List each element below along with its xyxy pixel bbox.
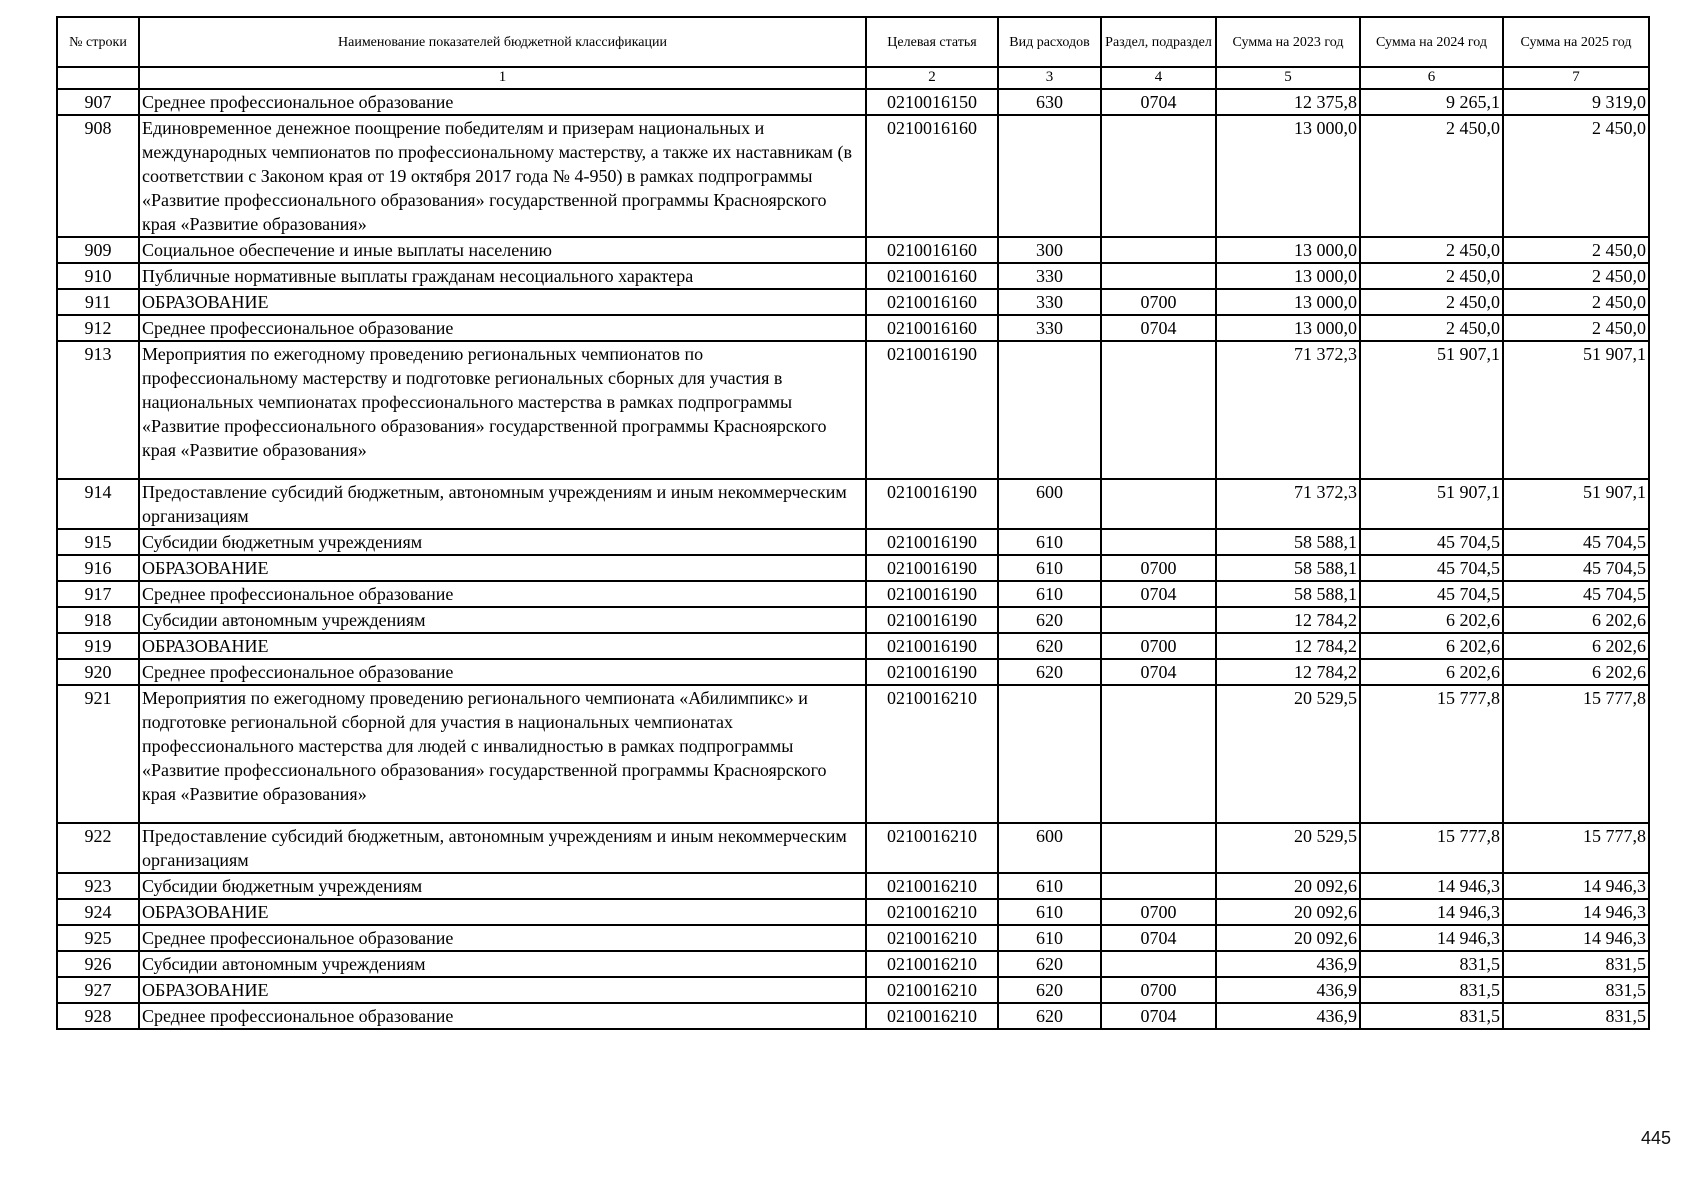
target-article-cell: 0210016160	[866, 237, 998, 263]
section-cell: 0700	[1101, 633, 1216, 659]
row-number-cell: 922	[57, 823, 139, 873]
budget-table	[56, 16, 1650, 1030]
sum-2024-cell: 51 907,1	[1360, 479, 1503, 529]
section-cell	[1101, 237, 1216, 263]
sum-2025-cell: 45 704,5	[1503, 529, 1649, 555]
expense-type-cell: 620	[998, 607, 1101, 633]
table-row	[57, 89, 1649, 115]
row-number-cell: 912	[57, 315, 139, 341]
sum-2023-cell: 436,9	[1216, 951, 1360, 977]
section-cell	[1101, 951, 1216, 977]
sum-2024-cell: 14 946,3	[1360, 925, 1503, 951]
section-cell: 0700	[1101, 977, 1216, 1003]
sum-2024-cell: 45 704,5	[1360, 555, 1503, 581]
indicator-name-cell: Социальное обеспечение и иные выплаты населению	[139, 237, 866, 263]
indicator-name-cell: Среднее профессиональное образование	[139, 89, 866, 115]
sum-2023-cell: 20 092,6	[1216, 899, 1360, 925]
sum-2024-cell: 2 450,0	[1360, 263, 1503, 289]
sum-2025-cell: 2 450,0	[1503, 289, 1649, 315]
header-section: Раздел, подраздел	[1101, 17, 1216, 67]
table-row	[57, 607, 1649, 633]
expense-type-cell: 610	[998, 555, 1101, 581]
header-expense-type: Вид расходов	[998, 17, 1101, 67]
sum-2024-cell: 831,5	[1360, 951, 1503, 977]
section-cell	[1101, 115, 1216, 237]
column-number: 1	[139, 67, 866, 89]
expense-type-cell	[998, 685, 1101, 823]
row-number-cell: 923	[57, 873, 139, 899]
column-number: 2	[866, 67, 998, 89]
table-row	[57, 685, 1649, 823]
section-cell	[1101, 479, 1216, 529]
indicator-name-cell: Мероприятия по ежегодному проведению регионального чемпионата «Абилимпикс» и подготовке региональной сборной для участия в национальных чемпионатах профессионального мастерства для людей с инвалидностью в рамках подпрограммы «Развитие профессионального образования» государственной программы Красноярского края «Развитие образования»	[139, 685, 866, 823]
target-article-cell: 0210016190	[866, 633, 998, 659]
row-number-cell: 914	[57, 479, 139, 529]
indicator-name-cell: Субсидии автономным учреждениям	[139, 951, 866, 977]
target-article-cell: 0210016210	[866, 685, 998, 823]
row-number-cell: 911	[57, 289, 139, 315]
sum-2023-cell: 20 529,5	[1216, 685, 1360, 823]
target-article-cell: 0210016190	[866, 581, 998, 607]
sum-2024-cell: 14 946,3	[1360, 899, 1503, 925]
indicator-name-cell: Публичные нормативные выплаты гражданам несоциального характера	[139, 263, 866, 289]
section-cell: 0704	[1101, 89, 1216, 115]
target-article-cell: 0210016210	[866, 823, 998, 873]
table-row	[57, 237, 1649, 263]
expense-type-cell: 620	[998, 951, 1101, 977]
sum-2023-cell: 436,9	[1216, 977, 1360, 1003]
row-number-cell: 918	[57, 607, 139, 633]
column-number	[57, 67, 139, 89]
sum-2025-cell: 2 450,0	[1503, 115, 1649, 237]
expense-type-cell: 620	[998, 1003, 1101, 1029]
expense-type-cell: 610	[998, 899, 1101, 925]
target-article-cell: 0210016150	[866, 89, 998, 115]
row-number-cell: 926	[57, 951, 139, 977]
section-cell	[1101, 823, 1216, 873]
target-article-cell: 0210016190	[866, 555, 998, 581]
column-number: 3	[998, 67, 1101, 89]
sum-2025-cell: 6 202,6	[1503, 633, 1649, 659]
row-number-cell: 919	[57, 633, 139, 659]
indicator-name-cell: Среднее профессиональное образование	[139, 925, 866, 951]
sum-2025-cell: 2 450,0	[1503, 263, 1649, 289]
indicator-name-cell: ОБРАЗОВАНИЕ	[139, 555, 866, 581]
sum-2025-cell: 14 946,3	[1503, 873, 1649, 899]
sum-2023-cell: 13 000,0	[1216, 263, 1360, 289]
indicator-name-cell: ОБРАЗОВАНИЕ	[139, 289, 866, 315]
section-cell: 0704	[1101, 659, 1216, 685]
sum-2023-cell: 58 588,1	[1216, 529, 1360, 555]
sum-2024-cell: 15 777,8	[1360, 685, 1503, 823]
section-cell	[1101, 341, 1216, 479]
sum-2025-cell: 2 450,0	[1503, 237, 1649, 263]
target-article-cell: 0210016210	[866, 873, 998, 899]
row-number-cell: 915	[57, 529, 139, 555]
sum-2023-cell: 58 588,1	[1216, 581, 1360, 607]
sum-2025-cell: 9 319,0	[1503, 89, 1649, 115]
header-sum-2024: Сумма на 2024 год	[1360, 17, 1503, 67]
sum-2025-cell: 831,5	[1503, 951, 1649, 977]
header-name: Наименование показателей бюджетной классификации	[139, 17, 866, 67]
expense-type-cell: 620	[998, 633, 1101, 659]
section-cell	[1101, 529, 1216, 555]
row-number-cell: 925	[57, 925, 139, 951]
sum-2023-cell: 20 092,6	[1216, 925, 1360, 951]
section-cell: 0700	[1101, 899, 1216, 925]
sum-2025-cell: 51 907,1	[1503, 479, 1649, 529]
sum-2023-cell: 71 372,3	[1216, 479, 1360, 529]
section-cell: 0704	[1101, 315, 1216, 341]
table-row	[57, 977, 1649, 1003]
target-article-cell: 0210016210	[866, 977, 998, 1003]
sum-2023-cell: 436,9	[1216, 1003, 1360, 1029]
row-number-cell: 909	[57, 237, 139, 263]
target-article-cell: 0210016190	[866, 659, 998, 685]
header-target-article: Целевая статья	[866, 17, 998, 67]
table-row	[57, 633, 1649, 659]
row-number-cell: 916	[57, 555, 139, 581]
sum-2023-cell: 20 529,5	[1216, 823, 1360, 873]
table-row	[57, 581, 1649, 607]
row-number-cell: 910	[57, 263, 139, 289]
row-number-cell: 907	[57, 89, 139, 115]
section-cell	[1101, 685, 1216, 823]
sum-2024-cell: 2 450,0	[1360, 315, 1503, 341]
target-article-cell: 0210016210	[866, 899, 998, 925]
expense-type-cell: 600	[998, 479, 1101, 529]
header-row-no: № строки	[57, 17, 139, 67]
header-sum-2025: Сумма на 2025 год	[1503, 17, 1649, 67]
target-article-cell: 0210016160	[866, 115, 998, 237]
indicator-name-cell: Среднее профессиональное образование	[139, 1003, 866, 1029]
sum-2024-cell: 14 946,3	[1360, 873, 1503, 899]
page-number: 445	[1641, 1128, 1672, 1148]
sum-2023-cell: 13 000,0	[1216, 115, 1360, 237]
sum-2025-cell: 51 907,1	[1503, 341, 1649, 479]
expense-type-cell: 610	[998, 925, 1101, 951]
expense-type-cell: 620	[998, 977, 1101, 1003]
sum-2024-cell: 6 202,6	[1360, 607, 1503, 633]
sum-2024-cell: 2 450,0	[1360, 115, 1503, 237]
target-article-cell: 0210016210	[866, 951, 998, 977]
indicator-name-cell: Предоставление субсидий бюджетным, автономным учреждениям и иным некоммерческим организациям	[139, 479, 866, 529]
column-number: 7	[1503, 67, 1649, 89]
table-row	[57, 659, 1649, 685]
sum-2025-cell: 14 946,3	[1503, 899, 1649, 925]
section-cell	[1101, 873, 1216, 899]
sum-2025-cell: 831,5	[1503, 1003, 1649, 1029]
row-number-cell: 924	[57, 899, 139, 925]
indicator-name-cell: Среднее профессиональное образование	[139, 581, 866, 607]
sum-2023-cell: 12 784,2	[1216, 633, 1360, 659]
table-row	[57, 555, 1649, 581]
row-number-cell: 913	[57, 341, 139, 479]
sum-2024-cell: 2 450,0	[1360, 237, 1503, 263]
sum-2024-cell: 51 907,1	[1360, 341, 1503, 479]
sum-2023-cell: 13 000,0	[1216, 289, 1360, 315]
table-row	[57, 289, 1649, 315]
column-number: 4	[1101, 67, 1216, 89]
sum-2025-cell: 15 777,8	[1503, 685, 1649, 823]
target-article-cell: 0210016210	[866, 925, 998, 951]
row-number-cell: 928	[57, 1003, 139, 1029]
indicator-name-cell: Субсидии автономным учреждениям	[139, 607, 866, 633]
section-cell: 0704	[1101, 925, 1216, 951]
sum-2023-cell: 12 784,2	[1216, 607, 1360, 633]
target-article-cell: 0210016190	[866, 607, 998, 633]
section-cell	[1101, 263, 1216, 289]
section-cell	[1101, 607, 1216, 633]
expense-type-cell	[998, 341, 1101, 479]
sum-2023-cell: 13 000,0	[1216, 237, 1360, 263]
sum-2025-cell: 2 450,0	[1503, 315, 1649, 341]
table-row	[57, 823, 1649, 873]
sum-2025-cell: 45 704,5	[1503, 555, 1649, 581]
indicator-name-cell: Мероприятия по ежегодному проведению региональных чемпионатов по профессиональному мастерству и подготовке региональных сборных для участия в национальных чемпионатах профессионального мастерства в рамках подпрограммы «Развитие профессионального образования» государственной программы Красноярского края «Развитие образования»	[139, 341, 866, 479]
section-cell: 0700	[1101, 289, 1216, 315]
sum-2024-cell: 9 265,1	[1360, 89, 1503, 115]
section-cell: 0700	[1101, 555, 1216, 581]
target-article-cell: 0210016160	[866, 315, 998, 341]
section-cell: 0704	[1101, 1003, 1216, 1029]
target-article-cell: 0210016190	[866, 341, 998, 479]
target-article-cell: 0210016210	[866, 1003, 998, 1029]
sum-2025-cell: 831,5	[1503, 977, 1649, 1003]
sum-2024-cell: 15 777,8	[1360, 823, 1503, 873]
table-row	[57, 263, 1649, 289]
sum-2025-cell: 6 202,6	[1503, 607, 1649, 633]
column-number-row	[57, 67, 1649, 89]
indicator-name-cell: Субсидии бюджетным учреждениям	[139, 529, 866, 555]
table-row	[57, 315, 1649, 341]
sum-2024-cell: 45 704,5	[1360, 529, 1503, 555]
expense-type-cell	[998, 115, 1101, 237]
column-number: 6	[1360, 67, 1503, 89]
expense-type-cell: 300	[998, 237, 1101, 263]
sum-2025-cell: 15 777,8	[1503, 823, 1649, 873]
sum-2025-cell: 45 704,5	[1503, 581, 1649, 607]
sum-2023-cell: 20 092,6	[1216, 873, 1360, 899]
table-row	[57, 899, 1649, 925]
expense-type-cell: 600	[998, 823, 1101, 873]
target-article-cell: 0210016160	[866, 263, 998, 289]
expense-type-cell: 620	[998, 659, 1101, 685]
table-row	[57, 925, 1649, 951]
sum-2025-cell: 6 202,6	[1503, 659, 1649, 685]
row-number-cell: 917	[57, 581, 139, 607]
expense-type-cell: 330	[998, 289, 1101, 315]
expense-type-cell: 330	[998, 263, 1101, 289]
header-row	[57, 17, 1649, 67]
table-row	[57, 341, 1649, 479]
table-row	[57, 873, 1649, 899]
table-row	[57, 115, 1649, 237]
header-sum-2023: Сумма на 2023 год	[1216, 17, 1360, 67]
expense-type-cell: 610	[998, 873, 1101, 899]
row-number-cell: 920	[57, 659, 139, 685]
sum-2023-cell: 12 784,2	[1216, 659, 1360, 685]
sum-2024-cell: 831,5	[1360, 977, 1503, 1003]
indicator-name-cell: ОБРАЗОВАНИЕ	[139, 633, 866, 659]
indicator-name-cell: Среднее профессиональное образование	[139, 315, 866, 341]
sum-2024-cell: 6 202,6	[1360, 659, 1503, 685]
sum-2023-cell: 71 372,3	[1216, 341, 1360, 479]
sum-2023-cell: 13 000,0	[1216, 315, 1360, 341]
expense-type-cell: 610	[998, 581, 1101, 607]
indicator-name-cell: ОБРАЗОВАНИЕ	[139, 977, 866, 1003]
row-number-cell: 921	[57, 685, 139, 823]
table-row	[57, 1003, 1649, 1029]
column-number: 5	[1216, 67, 1360, 89]
row-number-cell: 927	[57, 977, 139, 1003]
expense-type-cell: 610	[998, 529, 1101, 555]
indicator-name-cell: Субсидии бюджетным учреждениям	[139, 873, 866, 899]
sum-2024-cell: 6 202,6	[1360, 633, 1503, 659]
sum-2023-cell: 58 588,1	[1216, 555, 1360, 581]
expense-type-cell: 330	[998, 315, 1101, 341]
target-article-cell: 0210016190	[866, 529, 998, 555]
target-article-cell: 0210016190	[866, 479, 998, 529]
sum-2024-cell: 45 704,5	[1360, 581, 1503, 607]
sum-2024-cell: 2 450,0	[1360, 289, 1503, 315]
table-row	[57, 529, 1649, 555]
table-row	[57, 951, 1649, 977]
sum-2023-cell: 12 375,8	[1216, 89, 1360, 115]
sum-2024-cell: 831,5	[1360, 1003, 1503, 1029]
sum-2025-cell: 14 946,3	[1503, 925, 1649, 951]
indicator-name-cell: ОБРАЗОВАНИЕ	[139, 899, 866, 925]
indicator-name-cell: Среднее профессиональное образование	[139, 659, 866, 685]
section-cell: 0704	[1101, 581, 1216, 607]
target-article-cell: 0210016160	[866, 289, 998, 315]
expense-type-cell: 630	[998, 89, 1101, 115]
table-row	[57, 479, 1649, 529]
row-number-cell: 908	[57, 115, 139, 237]
indicator-name-cell: Единовременное денежное поощрение победителям и призерам национальных и международных чемпионатов по профессиональному мастерству, а также их наставникам (в соответствии с Законом края от 19 октября 2017 года № 4-950) в рамках подпрограммы «Развитие профессионального образования» государственной программы Красноярского края «Развитие образования»	[139, 115, 866, 237]
indicator-name-cell: Предоставление субсидий бюджетным, автономным учреждениям и иным некоммерческим организациям	[139, 823, 866, 873]
